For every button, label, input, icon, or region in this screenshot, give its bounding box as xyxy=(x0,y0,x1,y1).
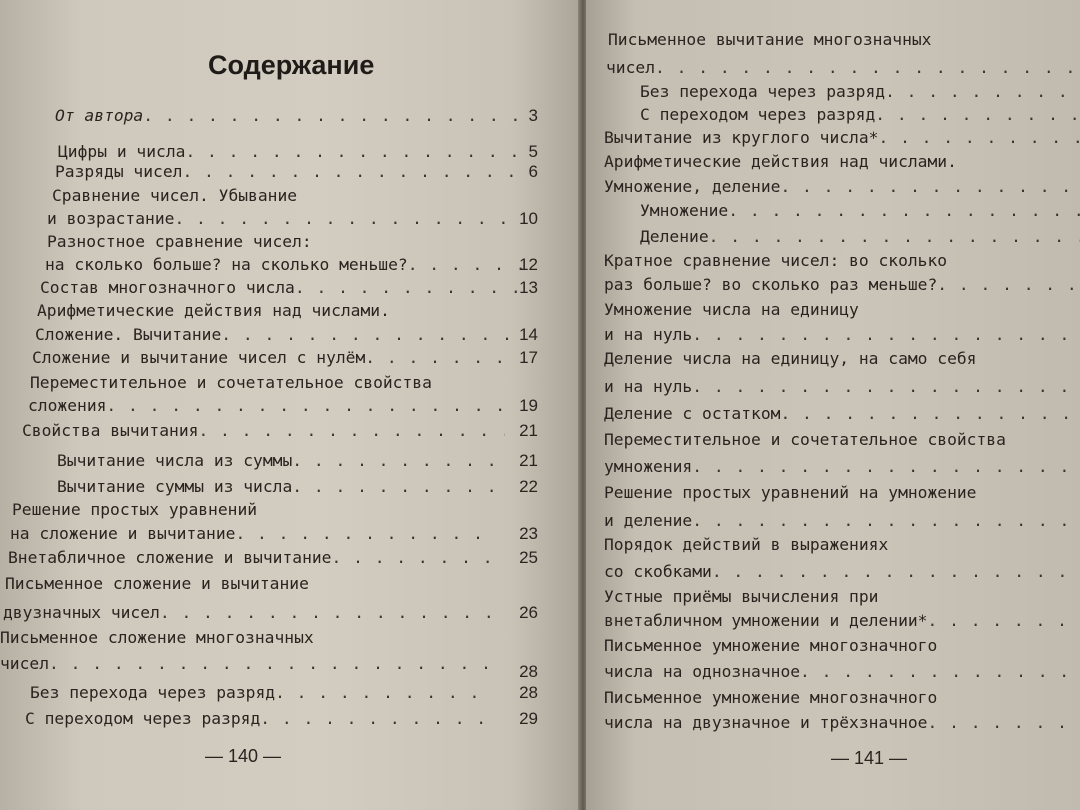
toc-entry xyxy=(45,253,525,277)
toc-entry xyxy=(30,371,508,395)
toc-page-number: 28 xyxy=(519,662,538,681)
dot-leader xyxy=(875,103,1080,127)
toc-entry xyxy=(30,681,490,705)
toc-entry xyxy=(604,509,1080,533)
toc-entry xyxy=(604,533,1080,557)
toc-entry xyxy=(55,104,525,128)
dot-leader xyxy=(780,175,1080,199)
toc-entry xyxy=(604,273,1080,297)
toc-page-number: 23 xyxy=(519,524,538,543)
dot-leader xyxy=(198,419,505,443)
dot-leader xyxy=(235,522,495,546)
toc-page-number: 25 xyxy=(519,548,538,567)
toc-entry xyxy=(604,249,1080,273)
toc-entry-title: Переместительное и сочетательное свойства xyxy=(30,373,432,392)
dot-leader xyxy=(106,394,506,418)
toc-entry-title: Цифры и числа xyxy=(58,142,186,161)
toc-entry-title: Умножение числа на единицу xyxy=(604,300,859,319)
toc-entry xyxy=(12,498,500,522)
toc-entry xyxy=(47,207,525,231)
dot-leader xyxy=(174,207,525,231)
right-page-number: — 141 — xyxy=(831,748,908,768)
toc-entry xyxy=(604,402,1080,426)
toc-entry xyxy=(57,475,505,499)
dot-leader xyxy=(292,475,505,499)
toc-entry-title: умножения xyxy=(604,457,693,476)
toc-entry-title: Сравнение чисел. Убывание xyxy=(52,186,298,205)
toc-entry xyxy=(32,346,510,370)
toc-entry xyxy=(604,560,1080,584)
toc-entry xyxy=(604,634,1080,658)
toc-page-number: 5 xyxy=(528,142,538,161)
toc-entry-title: числа на однозначное xyxy=(604,662,801,681)
toc-entry xyxy=(604,660,1080,684)
toc-entry xyxy=(57,449,505,473)
toc-entry xyxy=(604,323,1080,347)
dot-leader xyxy=(712,560,1080,584)
dot-leader xyxy=(878,126,1080,150)
dot-leader xyxy=(655,56,1080,80)
toc-entry-title: Состав многозначного числа xyxy=(40,278,295,297)
toc-entry-title: и возрастание xyxy=(47,209,175,228)
dot-leader xyxy=(692,323,1080,347)
toc-page-number: 28 xyxy=(519,683,538,702)
toc-entry-title: и на нуль xyxy=(604,377,693,396)
left-page-number: — 140 — xyxy=(205,746,282,766)
toc-entry xyxy=(47,230,525,254)
toc-entry-title: чисел xyxy=(0,654,50,673)
toc-entry xyxy=(55,160,525,184)
toc-entry-title: раз больше? во сколько раз меньше? xyxy=(604,275,938,294)
toc-entry xyxy=(5,572,495,596)
toc-entry xyxy=(604,711,1080,735)
toc-entry-title: Решение простых уравнений на умножение xyxy=(604,483,977,502)
toc-entry xyxy=(604,428,1080,452)
toc-entry-title: Письменное сложение и вычитание xyxy=(5,574,309,593)
toc-page-number: 26 xyxy=(519,603,538,622)
toc-entry xyxy=(604,175,1080,199)
dot-leader xyxy=(260,707,490,731)
toc-entry xyxy=(25,707,490,731)
toc-entry xyxy=(52,184,525,208)
toc-page-number: 6 xyxy=(528,162,538,181)
toc-entry-title: числа на двузначное и трёхзначное xyxy=(604,713,928,732)
toc-entry xyxy=(640,80,1080,104)
toc-entry-title: Деление с остатком xyxy=(604,404,781,423)
toc-entry xyxy=(608,28,1078,52)
toc-entry-title: Деление xyxy=(640,227,709,246)
toc-entry-title: на сколько больше? на сколько меньше? xyxy=(45,255,408,274)
toc-entry-title: Письменное вычитание многозначных xyxy=(608,30,932,49)
toc-entry-title: С переходом через разряд xyxy=(25,709,261,728)
toc-entry xyxy=(10,522,495,546)
toc-entry xyxy=(604,686,1080,710)
toc-entry-title: Сложение и вычитание чисел с нулём xyxy=(32,348,366,367)
toc-title: Содержание xyxy=(208,50,375,80)
dot-leader xyxy=(728,199,1080,223)
toc-entry-title: Без перехода через разряд xyxy=(640,82,886,101)
toc-page-number: 29 xyxy=(519,709,538,728)
dot-leader xyxy=(143,104,525,128)
toc-entry xyxy=(3,601,493,625)
toc-page-number: 21 xyxy=(519,451,538,470)
toc-page-number: 21 xyxy=(519,421,538,440)
toc-entry-title: со скобками xyxy=(604,562,712,581)
toc-entry xyxy=(604,375,1080,399)
toc-entry-title: и на нуль xyxy=(604,325,693,344)
toc-entry-title: Вычитание из круглого числа* xyxy=(604,128,879,147)
toc-entry xyxy=(0,626,490,650)
toc-entry xyxy=(604,126,1080,150)
toc-entry-title: Вычитание суммы из числа xyxy=(57,477,293,496)
toc-entry xyxy=(640,225,1080,249)
toc-entry xyxy=(604,609,1080,633)
toc-entry-title: Решение простых уравнений xyxy=(12,500,258,519)
toc-page-number: 10 xyxy=(519,209,538,228)
toc-entry-title: и деление xyxy=(604,511,693,530)
dot-leader xyxy=(692,375,1080,399)
toc-entry-title: От автора xyxy=(55,106,144,125)
toc-entry xyxy=(604,150,1080,174)
dot-leader xyxy=(295,276,518,300)
toc-entry-title: Свойства вычитания xyxy=(22,421,199,440)
dot-leader xyxy=(292,449,505,473)
toc-page-number: 14 xyxy=(519,325,538,344)
toc-entry xyxy=(37,299,515,323)
toc-page-number: 12 xyxy=(519,255,538,274)
dot-leader xyxy=(885,80,1080,104)
toc-entry-title: Умножение xyxy=(640,201,729,220)
toc-entry xyxy=(640,199,1080,223)
dot-leader xyxy=(692,455,1080,479)
toc-page-number: 19 xyxy=(519,396,538,415)
toc-entry-title: Переместительное и сочетательное свойства xyxy=(604,430,1006,449)
toc-entry-title: Разряды чисел xyxy=(55,162,183,181)
toc-entry-title: Арифметические действия над числами. xyxy=(604,152,957,171)
toc-entry xyxy=(40,276,518,300)
toc-entry-title: двузначных чисел xyxy=(3,603,160,622)
dot-leader xyxy=(780,402,1080,426)
toc-entry-title: Устные приёмы вычисления при xyxy=(604,587,879,606)
toc-entry-title: Деление числа на единицу, на само себя xyxy=(604,349,977,368)
toc-page-number: 13 xyxy=(519,278,538,297)
toc-entry-title: Арифметические действия над числами. xyxy=(37,301,390,320)
dot-leader xyxy=(927,609,1080,633)
toc-entry xyxy=(604,347,1080,371)
dot-leader xyxy=(365,346,510,370)
toc-entry xyxy=(8,546,496,570)
toc-entry-title: Без перехода через разряд xyxy=(30,683,276,702)
dot-leader xyxy=(927,711,1080,735)
toc-entry-title: сложения xyxy=(28,396,107,415)
toc-entry-title: Письменное умножение многозначного xyxy=(604,688,938,707)
toc-page-number: 17 xyxy=(519,348,538,367)
dot-leader xyxy=(275,681,490,705)
toc-entry-title: Порядок действий в выражениях xyxy=(604,535,889,554)
dot-leader xyxy=(182,160,525,184)
dot-leader xyxy=(937,273,1080,297)
toc-entry-title: Вычитание числа из суммы xyxy=(57,451,293,470)
toc-entry xyxy=(606,56,1080,80)
toc-entry xyxy=(640,103,1080,127)
toc-entry xyxy=(604,298,1080,322)
toc-entry xyxy=(604,481,1080,505)
toc-entry-title: Разностное сравнение чисел: xyxy=(47,232,312,251)
dot-leader xyxy=(800,660,1080,684)
toc-entry xyxy=(604,455,1080,479)
dot-leader xyxy=(692,509,1080,533)
dot-leader xyxy=(221,323,512,347)
toc-entry-title: Письменное сложение многозначных xyxy=(0,628,314,647)
toc-entry-title: Кратное сравнение чисел: во сколько xyxy=(604,251,948,270)
toc-page-number: 22 xyxy=(519,477,538,496)
dot-leader xyxy=(160,601,493,625)
toc-entry xyxy=(22,419,505,443)
toc-entry xyxy=(604,585,1080,609)
toc-entry xyxy=(35,323,512,347)
toc-entry-title: на сложение и вычитание xyxy=(10,524,236,543)
toc-entry-title: Умножение, деление xyxy=(604,177,781,196)
toc-entry xyxy=(28,394,506,418)
dot-leader xyxy=(49,652,490,676)
toc-entry-title: внетабличном умножении и делении* xyxy=(604,611,928,630)
toc-entry-title: Сложение. Вычитание xyxy=(35,325,222,344)
toc-entry-title: Внетабличное сложение и вычитание xyxy=(8,548,332,567)
toc-entry-title: чисел xyxy=(606,58,656,77)
dot-leader xyxy=(709,225,1080,249)
toc-entry-title: Письменное умножение многозначного xyxy=(604,636,938,655)
dot-leader xyxy=(331,546,496,570)
toc-page-number: 3 xyxy=(528,106,538,125)
right-page xyxy=(586,0,1080,810)
toc-entry xyxy=(0,652,490,676)
toc-entry-title: С переходом через разряд xyxy=(640,105,876,124)
